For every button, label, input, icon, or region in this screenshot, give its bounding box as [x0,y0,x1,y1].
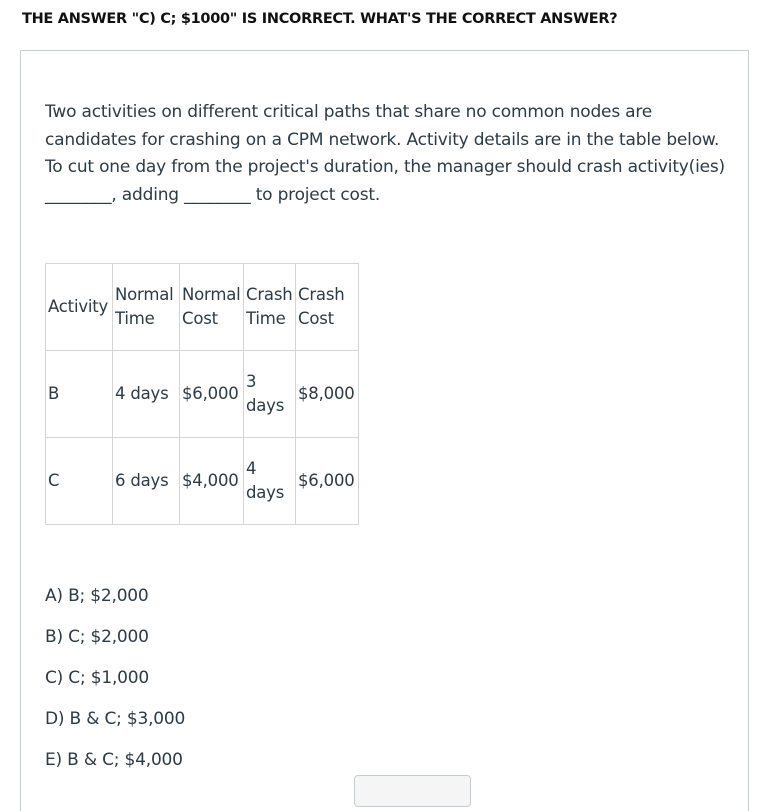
answer-options [45,583,185,788]
table-cell: $4,000 [180,438,244,525]
table-header-cell: Normal Time [113,264,180,351]
answer-option-d[interactable]: D) B & C; $3,000 [45,709,186,729]
table-row [46,351,359,438]
table-cell: 6 days [113,438,180,525]
question-text: Two activities on different critical paths that share no common nodes are candidates for crashing on a CPM network. Activity details are in the table below. To cut one day from the project's duration, the manager should crash activity(ies) ________, adding ________ to project cost. [45,102,725,205]
answer-option-b[interactable]: B) C; $2,000 [45,627,149,647]
table-header-row [46,264,359,351]
answer-option-c[interactable]: C) C; $1,000 [45,668,149,688]
table-cell: 4 days [244,438,296,525]
page-title: THE ANSWER "C) C; $1000" IS INCORRECT. WHAT'S THE CORRECT ANSWER? [22,11,618,27]
table-header-cell: Activity [46,264,113,351]
table-row [46,438,359,525]
table-cell: 3 days [244,351,296,438]
table-cell: $6,000 [180,351,244,438]
activity-table [45,263,359,525]
table-header-cell: Crash Time [244,264,296,351]
table-cell: C [46,438,113,525]
table-cell: B [46,351,113,438]
answer-option-a[interactable]: A) B; $2,000 [45,586,149,606]
table-cell: $6,000 [296,438,359,525]
table-header-cell: Normal Cost [180,264,244,351]
submit-button[interactable] [354,775,471,807]
table-header-cell: Crash Cost [296,264,359,351]
table-cell: $8,000 [296,351,359,438]
table-cell: 4 days [113,351,180,438]
answer-option-e[interactable]: E) B & C; $4,000 [45,750,183,770]
